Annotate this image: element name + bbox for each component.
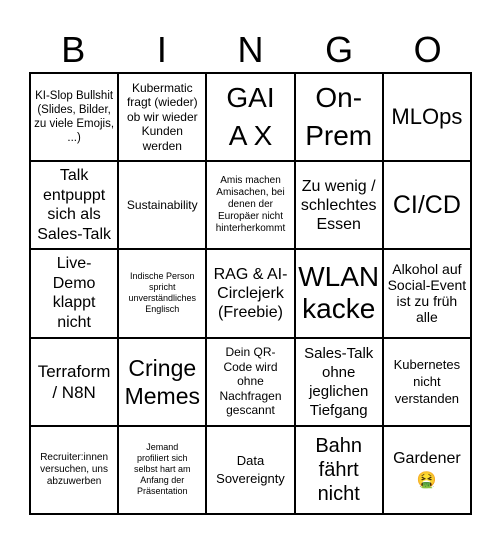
- cell-text: Talk entpuppt sich als Sales-Talk: [37, 167, 111, 243]
- header-letter-i: I: [156, 29, 167, 70]
- cell-text: MLOps: [391, 104, 463, 130]
- bingo-cell-r1c4[interactable]: [295, 73, 383, 161]
- cell-text: CI/CD: [392, 191, 461, 220]
- bingo-cell-r3c5[interactable]: [383, 249, 471, 337]
- bingo-header: [29, 28, 472, 72]
- bingo-cell-r2c4[interactable]: [295, 161, 383, 249]
- cell-text: Cringe Memes: [124, 354, 200, 409]
- cell-text: KI-Slop Bullshit (Slides, Bilder, zu viele Emojis, ...): [34, 90, 115, 145]
- bingo-cell-r5c2[interactable]: [118, 426, 206, 514]
- cell-text: Kubernetes nicht verstanden: [393, 357, 461, 407]
- bingo-cell-r1c1[interactable]: [30, 73, 118, 161]
- bingo-cell-r5c1[interactable]: [30, 426, 118, 514]
- bingo-cell-r5c5[interactable]: [383, 426, 471, 514]
- bingo-cell-r4c3[interactable]: [206, 338, 294, 426]
- cell-text: Gardener 🤮: [393, 449, 461, 489]
- bingo-cell-r2c5[interactable]: [383, 161, 471, 249]
- bingo-cell-r3c4[interactable]: [295, 249, 383, 337]
- header-letter-g: G: [325, 29, 354, 70]
- bingo-cell-r4c4[interactable]: [295, 338, 383, 426]
- cell-text: Data Sovereignty: [216, 452, 285, 486]
- bingo-cell-r5c3[interactable]: [206, 426, 294, 514]
- cell-text: Dein QR-Code wird ohne Nachfragen gescannt: [219, 345, 282, 418]
- bingo-cell-r2c1[interactable]: [30, 161, 118, 249]
- bingo-cell-r1c3[interactable]: [206, 73, 294, 161]
- bingo-cell-r3c2[interactable]: [118, 249, 206, 337]
- bingo-cell-r2c2[interactable]: [118, 161, 206, 249]
- cell-text: Zu wenig / schlechtes Essen: [300, 177, 377, 233]
- header-letter-n: N: [237, 29, 264, 70]
- bingo-cell-r4c2[interactable]: [118, 338, 206, 426]
- header-letter-o: O: [413, 29, 442, 70]
- cell-text: RAG & AI-Circlejerk (Freebie): [213, 265, 288, 321]
- cell-text: Indische Person spricht unverständliches Englisch: [128, 271, 197, 315]
- cell-text: Jemand profiliert sich selbst hart am Anfang der Präsentation: [134, 442, 191, 497]
- cell-text: Live-Demo klappt nicht: [52, 255, 96, 331]
- cell-text: Bahn fährt nicht: [315, 434, 363, 505]
- cell-text: Sustainability: [126, 198, 198, 213]
- cell-text: WLAN kacke: [298, 261, 380, 325]
- bingo-cell-r4c1[interactable]: [30, 338, 118, 426]
- bingo-cell-r5c4[interactable]: [295, 426, 383, 514]
- bingo-cell-r2c3[interactable]: [206, 161, 294, 249]
- cell-text: Kubermatic fragt (wieder) ob wir wieder Kunden werden: [126, 80, 198, 153]
- bingo-cell-r3c3[interactable]: [206, 249, 294, 337]
- cell-text: Amis machen Amisachen, bei denen der Europäer nicht hinterherkommt: [215, 175, 286, 235]
- cell-text: Alkohol auf Social-Event ist zu früh alle: [387, 261, 467, 326]
- bingo-cell-r1c5[interactable]: [383, 73, 471, 161]
- header-letter-b: B: [61, 29, 86, 70]
- bingo-cell-r3c1[interactable]: [30, 249, 118, 337]
- bingo-cell-r1c2[interactable]: [118, 73, 206, 161]
- bingo-grid: [29, 72, 472, 515]
- cell-text: Recruiter:innen versuchen, uns abzuwerben: [40, 451, 108, 487]
- cell-text: Sales-Talk ohne jeglichen Tiefgang: [304, 344, 374, 419]
- cell-text: Terraform / N8N: [37, 361, 111, 402]
- cell-text: GAIA X: [226, 82, 275, 152]
- bingo-cell-r4c5[interactable]: [383, 338, 471, 426]
- cell-text: On-Prem: [305, 82, 373, 152]
